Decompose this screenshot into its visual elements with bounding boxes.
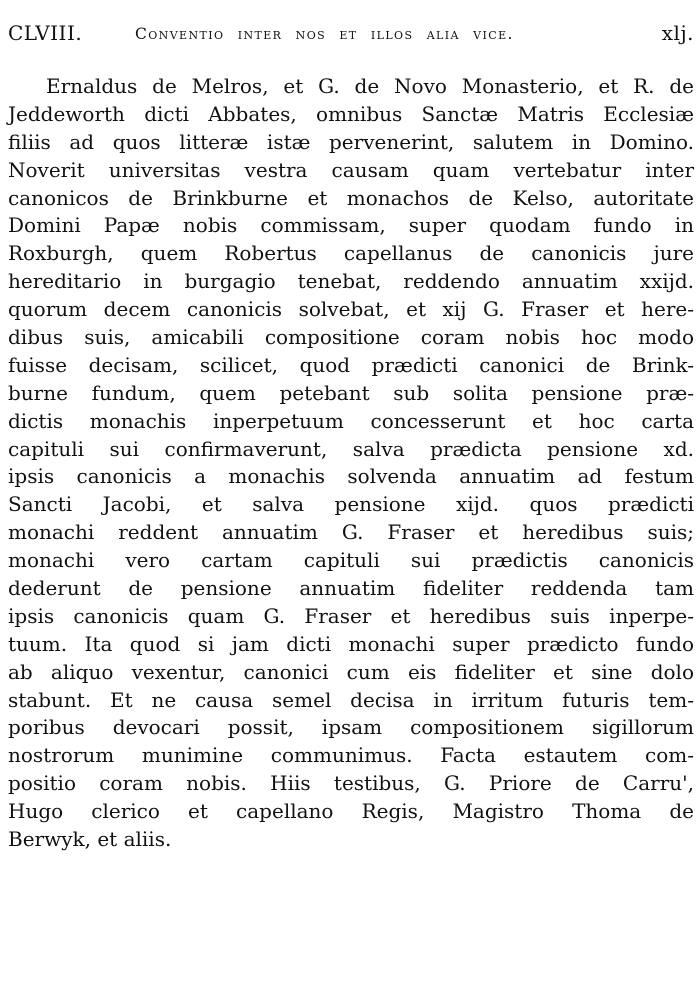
text-line: canonicos de Brinkburne et monachos de Kelso, autoritate [8,185,694,210]
charter-number: CLVIII. [8,21,83,45]
running-header [8,18,694,48]
text-line: monachi reddent annuatim G. Fraser et heredibus suis; [8,520,694,545]
text-line: dictis monachis inperpetuum concesserunt et hoc carta [8,408,694,433]
text-line: poribus devocari possit, ipsam compositionem sigillorum [8,715,694,740]
text-line: nostrorum munimine communimus. Facta estautem com- [8,743,694,768]
text-line: Noverit universitas vestra causam quam vertebatur inter [8,157,694,182]
text-line: positio coram nobis. Hiis testibus, G. Priore de Carru', [8,771,694,796]
text-line: Roxburgh, quem Robertus capellanus de canonicis jure [8,241,694,266]
text-line: Ernaldus de Melros, et G. de Novo Monasterio, et R. de [46,74,694,98]
charter-title: Conventio inter nos et illos alia vice. [135,25,514,43]
text-line: ipsis canonicis quam G. Fraser et heredibus suis inperpe- [8,603,694,628]
text-line: hereditario in burgagio tenebat, reddendo annuatim xxijd. [8,269,694,294]
text-line: Sancti Jacobi, et salva pensione xijd. quos prædicti [8,492,694,517]
charter-text [8,73,694,854]
text-line: capituli sui confirmaverunt, salva prædicta pensione xd. [8,436,694,461]
text-line: burne fundum, quem petebant sub solita pensione præ- [8,380,694,405]
text-line: Hugo clerico et capellano Regis, Magistro Thoma de [8,799,694,824]
text-line: Domini Papæ nobis commissam, super quodam fundo in [8,213,694,238]
text-line: dibus suis, amicabili compositione coram nobis hoc modo [8,325,694,350]
text-line: quorum decem canonicis solvebat, et xij G. Fraser et here- [8,297,694,322]
text-line: tuum. Ita quod si jam dicti monachi super prædicto fundo [8,631,694,656]
text-line: Berwyk, et aliis. [8,827,172,852]
text-line: ab aliquo vexentur, canonici cum eis fideliter et sine dolo [8,659,694,684]
text-line: filiis ad quos litteræ istæ pervenerint, salutem in Domino. [8,129,694,154]
text-line: stabunt. Et ne causa semel decisa in irritum futuris tem- [8,687,694,712]
text-line: dederunt de pensione annuatim fideliter reddenda tam [8,576,694,601]
text-line: Jeddeworth dicti Abbates, omnibus Sanctæ Matris Ecclesiæ [8,101,694,126]
text-line: monachi vero cartam capituli sui prædictis canonicis [8,548,694,573]
text-line: fuisse decisam, scilicet, quod prædicti canonici de Brink- [8,352,694,377]
text-line: ipsis canonicis a monachis solvenda annuatim ad festum [8,464,694,489]
folio-number: xlj. [661,21,694,45]
